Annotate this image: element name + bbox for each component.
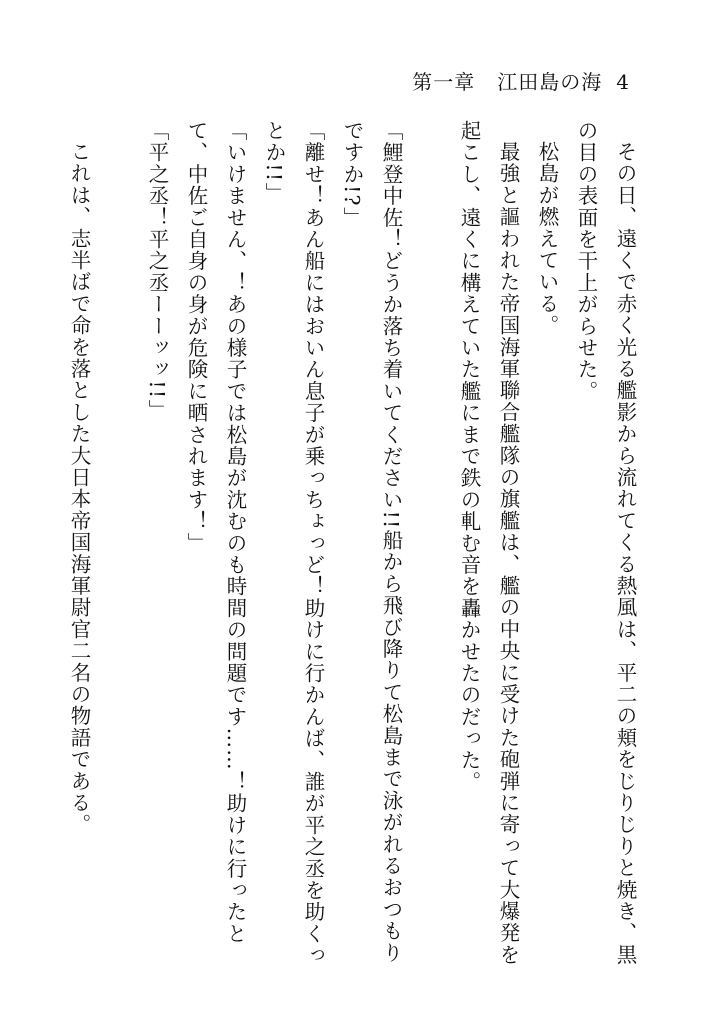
dialogue-line-3: 「いけません、！あの様子では松島が沈むのも時間の問題です……！助けに行ったとて、中佐ご自身の身が危険に晒されます！」 [184, 120, 247, 945]
blank-line [410, 120, 449, 980]
dialogue-line-1: 「鯉登中佐！どうか落ち着いてください!!船から飛び降りて松島まで泳がれるおつもりですか!?」 [340, 120, 403, 964]
blank-line [98, 120, 137, 980]
dialogue-line-4: 「平之丞！平之丞ーーッッ!!」 [145, 120, 169, 421]
paragraph-opening: その日、遠くで赤く光る艦影から流れてくる熱風は、平二の頬をじりじりと焼き、黒の目の表面を干上がらせた。 [574, 120, 637, 966]
dialogue-line-2: 「離せ！あん船にはおいん息子が乗っちょっど！助けに行かんば、誰が平之丞を助くっとか!!」 [262, 120, 325, 967]
chapter-title: 江田島の海 [497, 70, 603, 94]
vertical-body-text [27, 120, 644, 980]
chapter-label: 第一章 [412, 70, 476, 94]
paragraph-flagship-explosion: 最強と謳われた帝国海軍聯合艦隊の旗艦は、艦の中央に受けた砲弾に寄って大爆発を起こし、遠くに構えていた艦にまで鉄の軋む音を轟かせたのだった。 [457, 120, 520, 966]
paragraph-closing: これは、志半ばで命を落とした大日本帝国海軍尉官二名の物語である。 [67, 140, 91, 835]
running-header [412, 66, 630, 95]
paragraph-matsushima-burning: 松島が燃えている。 [535, 140, 559, 336]
page-number: 4 [616, 70, 630, 94]
